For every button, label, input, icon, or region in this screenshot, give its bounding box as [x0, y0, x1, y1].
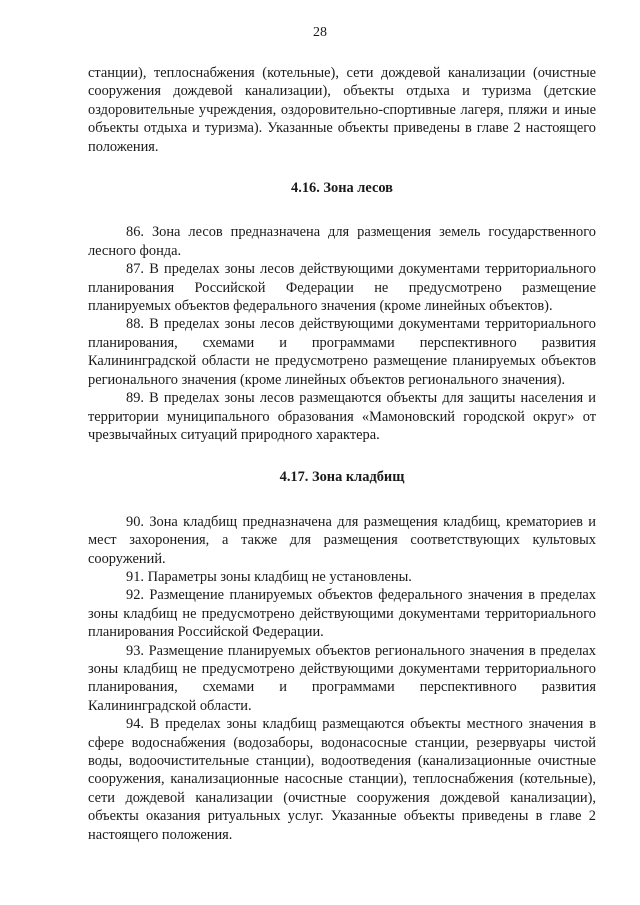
paragraph-89: 89. В пределах зоны лесов размещаются объекты для защиты населения и территории муниципального образования «Мамоновский городской округ» от чрезвычайных ситуаций природного характера.	[88, 390, 596, 443]
paragraph-87: 87. В пределах зоны лесов действующими документами территориального планирования Российской Федерации не предусмотрено размещение планируемых объектов федерального значения (кроме линейных объектов).	[88, 261, 596, 315]
paragraph-92: 92. Размещение планируемых объектов федерального значения в пределах зоны кладбищ не предусмотрено действующими документами территориального планирования Российской Федерации.	[88, 587, 596, 641]
paragraph-94: 94. В пределах зоны кладбищ размещаются объекты местного значения в сфере водоснабжения (водозаборы, водонасосные станции, резервуары чистой воды, водоочистительные станции), водоотведения (канализационные очистные сооружения, канализационные насосные станции), теплоснабжения (котельные), сети дождевой канализации (очистные сооружения дождевой канализации), объекты оказания ритуальных услуг. Указанные объекты приведены в главе 2 настоящего положения.	[88, 716, 596, 843]
section-heading-cemetery-zone: 4.17. Зона кладбищ	[279, 469, 405, 486]
document-body	[88, 64, 596, 844]
paragraph-93: 93. Размещение планируемых объектов регионального значения в пределах зоны кладбищ не предусмотрено действующими документами территориального планирования, схемами и программами перспективного развития Калининградской области.	[88, 642, 596, 714]
paragraph-91: 91. Параметры зоны кладбищ не установлены.	[126, 568, 412, 585]
section-heading-forest-zone: 4.16. Зона лесов	[291, 180, 393, 197]
paragraph-90: 90. Зона кладбищ предназначена для размещения кладбищ, крематориев и мест захоронения, а также для размещения соответствующих культовых сооружений.	[88, 513, 596, 567]
paragraph-88: 88. В пределах зоны лесов действующими документами территориального планирования, схемами и программами перспективного развития Калининградской области не предусмотрено размещение планируемых объектов регионального значения (кроме линейных объектов регионального значения).	[88, 316, 596, 388]
paragraph-86: 86. Зона лесов предназначена для размещения земель государственного лесного фонда.	[88, 224, 596, 259]
page-number: 28	[313, 25, 327, 40]
intro-paragraph: станции), теплоснабжения (котельные), сети дождевой канализации (очистные сооружения дождевой канализации), объекты отдыха и туризма (детские оздоровительные учреждения, оздоровительно-спортивные лагеря, пляжи и иные объекты отдыха и туризма). Указанные объекты приведены в главе 2 настоящего положения.	[88, 65, 596, 155]
